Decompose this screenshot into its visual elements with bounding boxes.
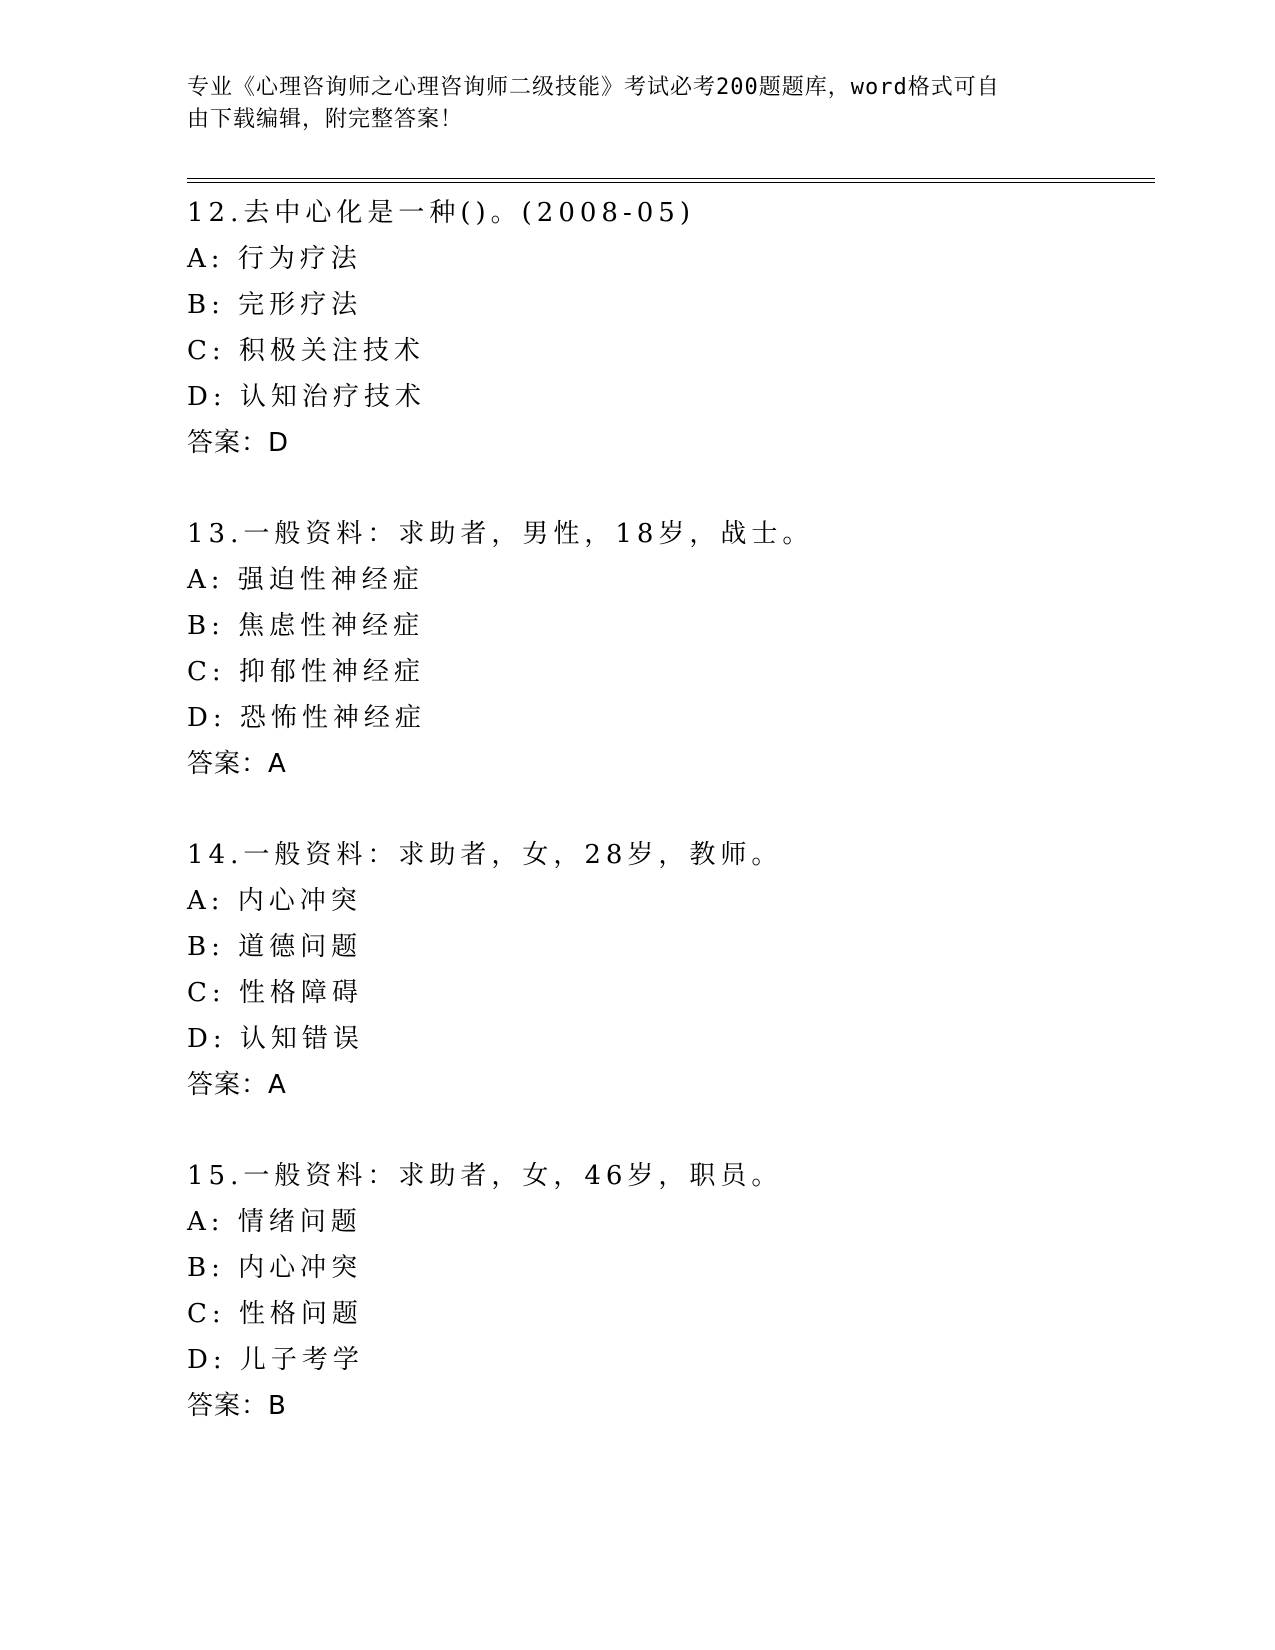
- option-d: D: 儿子考学: [187, 1345, 364, 1375]
- answer: 答案：A: [187, 749, 287, 779]
- option-d: D: 认知治疗技术: [187, 382, 426, 412]
- question-13: [187, 511, 1155, 787]
- option-b: B: 道德问题: [187, 932, 363, 962]
- question-stem: 14.一般资料：求助者，女，28岁，教师。: [187, 840, 783, 870]
- header-divider: [187, 178, 1155, 183]
- header-line-1: 专业《心理咨询师之心理咨询师二级技能》考试必考200题题库，word格式可自: [187, 75, 1000, 100]
- option-c: C: 性格障碍: [187, 978, 363, 1008]
- option-d: D: 恐怖性神经症: [187, 703, 426, 733]
- question-stem: 15.一般资料：求助者，女，46岁，职员。: [187, 1161, 783, 1191]
- option-c: C: 抑郁性神经症: [187, 657, 425, 687]
- option-c: C: 性格问题: [187, 1299, 363, 1329]
- option-a: A: 行为疗法: [187, 244, 362, 274]
- option-b: B: 内心冲突: [187, 1253, 363, 1283]
- option-a: A: 情绪问题: [187, 1207, 362, 1237]
- option-a: A: 强迫性神经症: [187, 565, 424, 595]
- document-header: [187, 72, 1077, 136]
- option-a: A: 内心冲突: [187, 886, 362, 916]
- option-c: C: 积极关注技术: [187, 336, 425, 366]
- header-line-2: 由下载编辑，附完整答案！: [187, 107, 464, 132]
- question-list: [187, 190, 1155, 1474]
- option-b: B: 完形疗法: [187, 290, 363, 320]
- question-14: [187, 832, 1155, 1108]
- question-stem: 13.一般资料：求助者，男性，18岁，战士。: [187, 519, 814, 549]
- answer: 答案：B: [187, 1391, 287, 1421]
- answer: 答案：D: [187, 428, 290, 458]
- option-b: B: 焦虑性神经症: [187, 611, 425, 641]
- question-12: [187, 190, 1155, 466]
- answer: 答案：A: [187, 1070, 287, 1100]
- question-stem: 12.去中心化是一种()。(2008-05): [187, 198, 695, 228]
- question-15: [187, 1153, 1155, 1429]
- option-d: D: 认知错误: [187, 1024, 364, 1054]
